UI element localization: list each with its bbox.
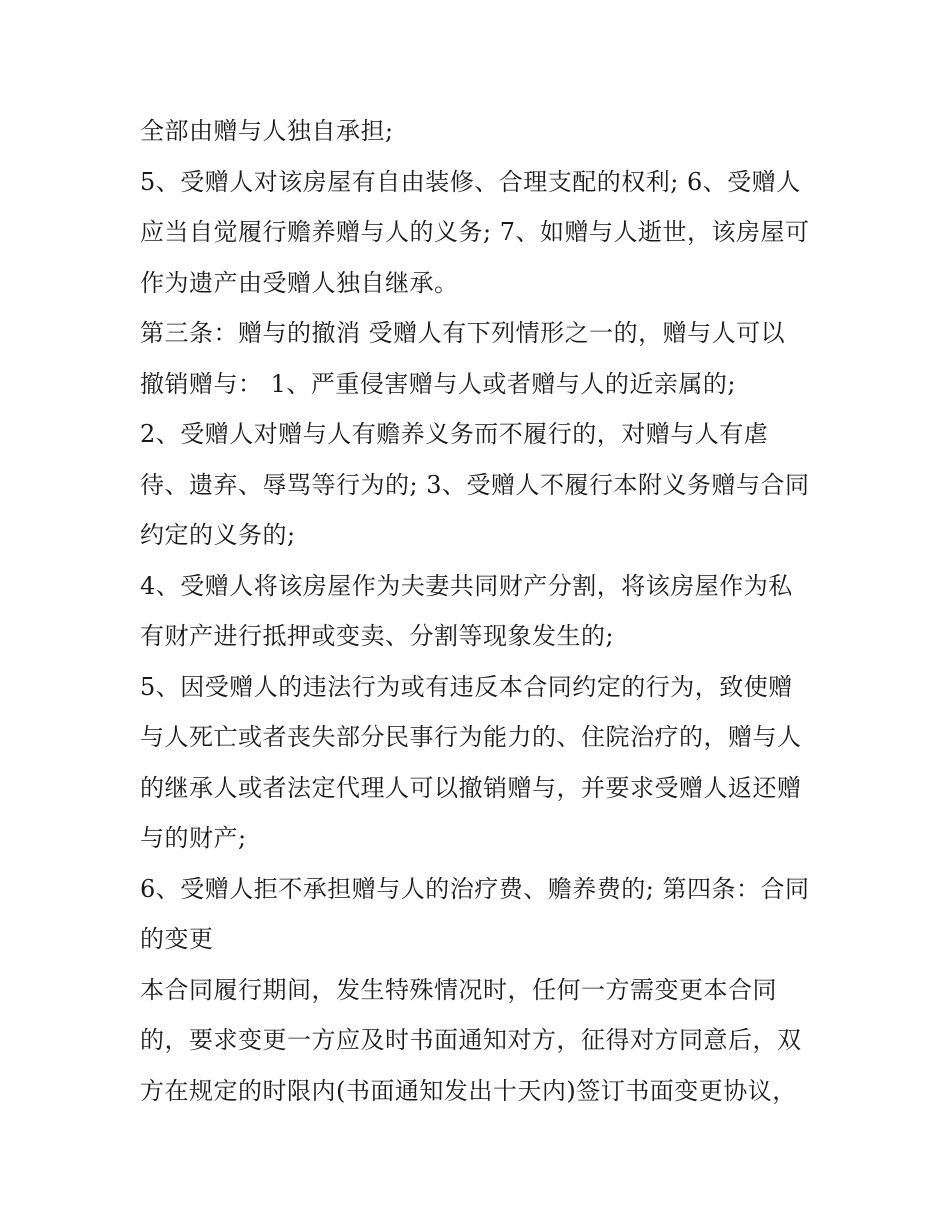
text-line: 方在规定的时限内(书面通知发出十天内)签订书面变更协议， [140, 1076, 797, 1105]
text-line: 作为遗产由受赠人独自继承。 [140, 268, 459, 297]
text-line: 2、受赠人对赠与人有赡养义务而不履行的，对赠与人有虐 [140, 420, 769, 448]
text-line: 有财产进行抵押或变卖、分割等现象发生的; [140, 622, 615, 650]
text-line: 6、受赠人拒不承担赠与人的治疗费、赡养费的; 第四条：合同 [140, 874, 810, 903]
text-line: 5、因受赠人的违法行为或有违反本合同约定的行为，致使赠 [140, 672, 793, 701]
text-line: 的变更 [140, 925, 214, 953]
text-line: 约定的义务的; [140, 521, 296, 549]
text-line: 与人死亡或者丧失部分民事行为能力的、住院治疗的，赠与人 [140, 723, 802, 751]
text-line: 全部由赠与人独自承担; [140, 117, 394, 145]
contract-text-block [140, 106, 820, 1116]
text-line: 待、遗弃、辱骂等行为的; 3、受赠人不履行本附义务赠与合同 [140, 470, 810, 499]
text-line: 与的财产; [140, 824, 247, 852]
text-line: 撤销赠与： 1、严重侵害赠与人或者赠与人的近亲属的; [140, 369, 736, 398]
text-line: 第三条：赠与的撤消 受赠人有下列情形之一的，赠与人可以 [140, 319, 786, 347]
text-line: 的，要求变更一方应及时书面通知对方，征得对方同意后，双 [140, 1026, 802, 1054]
text-line: 的继承人或者法定代理人可以撤销赠与，并要求受赠人返还赠 [140, 773, 802, 802]
text-line: 5、受赠人对该房屋有自由装修、合理支配的权利; 6、受赠人 [140, 167, 801, 196]
text-line: 本合同履行期间，发生特殊情况时，任何一方需变更本合同 [140, 975, 777, 1004]
text-line: 应当自觉履行赡养赠与人的义务; 7、如赠与人逝世，该房屋可 [140, 218, 810, 246]
text-line: 4、受赠人将该房屋作为夫妻共同财产分割，将该房屋作为私 [140, 571, 793, 600]
